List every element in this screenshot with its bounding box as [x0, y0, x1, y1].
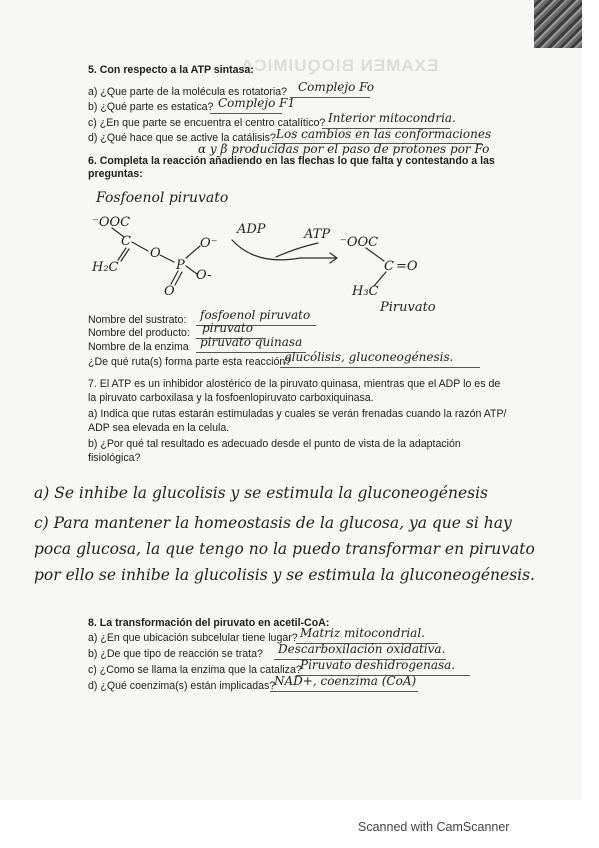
answer-line — [270, 691, 418, 692]
q7-line4: ADP sea elevada en la celula. — [88, 422, 230, 434]
route-label: ¿De qué ruta(s) forma parte esta reacción? — [88, 356, 292, 368]
q8-d-question: d) ¿Qué coenzima(s) están implicadas? — [88, 680, 276, 692]
q5-c-answer: Interior mitocondria. — [328, 111, 456, 125]
reactant-phosphate-oxygen-2: O- — [196, 268, 212, 283]
scanner-watermark: Scanned with CamScanner — [358, 820, 510, 834]
q8-a-answer: Matriz mitocondrial. — [300, 626, 425, 640]
q8-c-question: c) ¿Como se llama la enzima que la cataliza? — [88, 664, 302, 676]
product-carbonyl: =O — [396, 259, 418, 274]
reactant-double-bond-oxygen: O — [164, 284, 175, 299]
substrate-answer: fosfoenol piruvato — [200, 308, 311, 322]
q5-b-answer: Complejo F1 — [218, 96, 296, 110]
reactant-name: Fosfoenol piruvato — [96, 190, 229, 206]
q7-answer-c-line3: por ello se inhibe la glucolisis y se estimula la gluconeogénesis. — [34, 566, 535, 584]
q7-answer-c-line2: poca glucosa, la que tengo no la puedo transformar en piruvato — [34, 540, 535, 558]
product-carbon: C — [384, 259, 394, 274]
q5-a-question: a) ¿Que parte de la molécula es rotatoria? — [88, 86, 288, 98]
product-carboxylate: ⁻OOC — [340, 235, 379, 250]
q8-d-answer: NAD+, coenzima (CoA) — [274, 674, 417, 688]
reactant-oxygen: O — [150, 246, 161, 261]
q7-line2: la piruvato carboxilasa y la fosfoenlopiruvato carboxiquinasa. — [88, 392, 374, 404]
q5-d-answer-line2: α y β producidas por el paso de protones por Fo — [198, 142, 490, 156]
q6-title-line2: preguntas: — [88, 168, 143, 180]
arrow-output-label: ATP — [304, 227, 331, 242]
q8-a-question: a) ¿En que ubicación subcelular tiene lugar? — [88, 632, 298, 644]
answer-line — [280, 367, 480, 368]
product-methyl: H₃C — [352, 284, 379, 299]
q8-title: 8. La transformación del piruvato en acetil-CoA: — [88, 617, 330, 629]
product-name: Piruvato — [380, 300, 436, 315]
q7-line3: a) Indica que rutas estarán estimuladas y cuales se verán frenadas cuando la razón ATP/ — [88, 408, 507, 420]
q5-b-question: b) ¿Qué parte es estatica? — [88, 101, 214, 113]
q7-answer-c-line1: c) Para mantener la homeostasis de la glucosa, ya que si hay — [34, 514, 512, 532]
q8-b-question: b) ¿De que tipo de reacción se trata? — [88, 648, 263, 660]
q5-d-question: d) ¿Qué hace que se active la catálisis? — [88, 132, 276, 144]
q8-c-answer: Piruvato deshidrogenasa. — [300, 658, 456, 672]
q5-c-question: c) ¿En que parte se encuentra el centro catalítico? — [88, 117, 326, 129]
route-answer: glucólisis, gluconeogénesis. — [284, 350, 454, 364]
arrow-input-label: ADP — [237, 222, 266, 237]
q5-a-answer: Complejo Fo — [298, 80, 375, 94]
product-label: Nombre del producto: — [88, 327, 190, 339]
substrate-label: Nombre del sustrato: — [88, 314, 187, 326]
enzyme-label: Nombre de la enzima — [88, 341, 189, 353]
bleed-through-header: EXAMEN BIOQUIMICA — [240, 56, 439, 75]
q5-d-answer-line1: Los cambios en las conformaciones — [276, 127, 492, 141]
q7-answer-a: a) Se inhibe la glucolisis y se estimula la gluconeogénesis — [34, 484, 489, 502]
reactant-carboxylate: ⁻OOC — [92, 215, 131, 230]
reactant-carbon: C — [121, 234, 131, 249]
q7-line1: 7. El ATP es un inhibidor alostérico de la piruvato quinasa, mientras que el ADP lo es de — [88, 378, 501, 390]
q6-title-line1: 6. Completa la reacción añadiendo en las flechas lo que falta y contestando a las — [88, 155, 495, 167]
product-answer: piruvato — [202, 321, 253, 335]
q7-line6: fisiológica? — [88, 452, 141, 464]
q7-line5: b) ¿Por qué tal resultado es adecuado desde el punto de vista de la adaptación — [88, 438, 461, 450]
q5-title: 5. Con respecto a la ATP sintasa: — [88, 64, 254, 76]
reactant-phosphate-oxygen: O⁻ — [200, 236, 218, 251]
reactant-phosphorus: P — [176, 258, 185, 273]
q8-b-answer: Descarboxilación oxidativa. — [278, 642, 446, 656]
reactant-methylene: H₂C — [92, 260, 119, 275]
enzyme-answer: piruvato quinasa — [200, 335, 303, 349]
